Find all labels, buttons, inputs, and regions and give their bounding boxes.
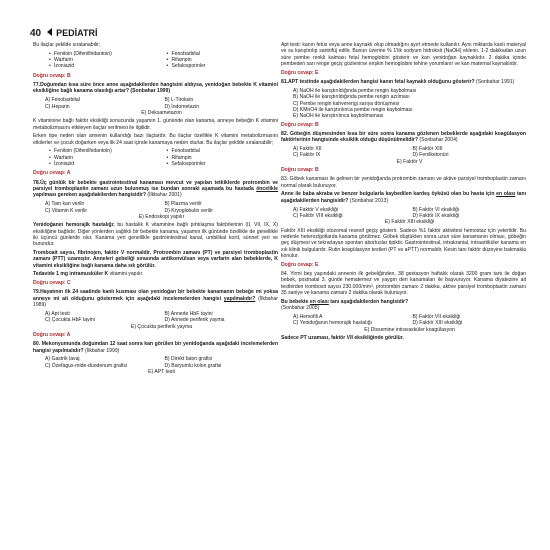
case-83: 83. Göbek kanaması ile gelinen bir yenidoğanda protrombin zamanı ve aktive parsiyel tromboplastin zamanı normal olarak bulunuyor. — [281, 176, 526, 189]
option-a: A) Faktör XII — [293, 145, 322, 152]
list-item: • Rifampin — [167, 155, 279, 161]
explanation-78-1-lead: Yenidoğanın hemorajik hastalığı; — [33, 222, 115, 229]
option-d: D) KMnO4 ile karıştırılınca pembe rengin kaybolması — [293, 106, 413, 113]
list-item: • İzoniazid — [49, 63, 161, 69]
option-d: D) İndometazin — [164, 103, 200, 110]
option-b: B) Annede HbF tayini — [164, 310, 213, 317]
list-item: • İzoniazid — [49, 161, 161, 167]
option-c: C) Heparin — [45, 103, 70, 110]
question-79-source: (İlkbahar 1989) — [33, 295, 278, 309]
explanation-78-1 — [33, 222, 278, 247]
option-b: B) L-Tiroksin — [164, 97, 194, 104]
option-d: D) Faktör IX eksikliği — [412, 212, 460, 219]
explanation-78-3-lead: Tedavide 1 mg intramusküler K — [33, 271, 109, 278]
page-number: 40 — [30, 28, 42, 39]
answer-82: Doğru cevap: B — [281, 167, 319, 174]
answer-79: Doğru cevap: A — [33, 331, 71, 338]
explanation-84: Sadece PT uzaması, faktör VII eksikliğinde görülür. — [281, 334, 404, 341]
option-a: A) Gastrik lavaj — [45, 356, 80, 363]
option-a: A) Hemofili A — [293, 313, 323, 320]
explanation-83: Faktör XIII eksikliği otozomal resesif geçiş gösterir. Sadece %1 faktör aktivitesi hemostaz için yeterlidir. Bu nedenle heterozigotlarda kanama görülmez. Göbek düştükten sonra uzun süre kanamanın olması, göbeğin geç düşmesi ve tekrarlayan spontan abortuslar tipiktir. Gastrointestinal, intrakranial, intraartiküler kanama en sık klinik bulgulardır. Rutin koagülasyon testleri (PT ve aPTT) normaldir. Kesin tanı faktör düzeyine bakmakla konulur. — [281, 227, 526, 259]
list-item: • Fenobarbital — [167, 148, 279, 154]
list-item: • Sefalosporinler — [167, 161, 279, 167]
question-80 — [33, 341, 278, 354]
option-e: E) Faktör XIII eksikliği — [384, 219, 435, 226]
option-e: E) Faktör V — [396, 158, 423, 165]
chapter-title: PEDİATRİ — [56, 28, 98, 38]
list-item: • Sefalosporinler — [167, 63, 279, 69]
option-d: D) Baryumlu kolon grafisi — [164, 362, 222, 369]
question-84-source: (Sonbahar 2005) — [281, 305, 320, 312]
options-79 — [33, 311, 278, 330]
option-b: B) Faktör XIII — [412, 145, 443, 152]
case-84: 84. Yirmi beş yaşındaki annenin ilk gebeliğinden, 38 gestasyon haftalık olarak 3200 gram tartı ile doğan bebek, postnatal 3. günde hematemez ve yaygın deri kanamaları ile başvuruyor. Kanama diyatezine ait testlerden trombosit sayısı 230.000/mm³, protrombin zamanı 2 dakika, aktive parsiyel tromboplastin zamanı 35 saniye ve kanama zamanı 2 dakika olarak bulunuyor. — [281, 271, 526, 297]
answer-78: Doğru cevap: C — [33, 280, 71, 287]
answer-81: Doğru cevap: B — [281, 121, 319, 128]
explanation-77-1: K vitaminine bağlı faktör eksikliği sonucunda yaşamın 1. gününde olan kanama, anneye bebeğin K vitamini metabolizmasını etkileyen ilaçlar verilmesi ile ilgilidir. — [33, 118, 278, 131]
question-78-source: (İlkbahar 2001) — [145, 192, 182, 199]
option-d: D) Fenilketonüri — [412, 152, 449, 159]
option-e: E) Deksametazon — [141, 109, 182, 116]
question-83-emph: en olası — [496, 191, 516, 198]
option-e: E) APT testi — [148, 369, 175, 376]
options-84 — [281, 314, 526, 333]
question-84-lead: Bu bebekte — [281, 298, 310, 305]
explanation-78-3-tail: vitamini yapılır. — [108, 271, 144, 278]
option-e: E) Endoskopi yapılır — [138, 213, 185, 220]
question-79-lead: 79.Hayatının ilk 24 saatinde kanlı kusması olan yenidoğan bir bebekte kanamanın bebeğe mi yoksa anneye mi ait olduğunu göstermek için aşağıdaki incelemelerden hangisi — [33, 289, 278, 302]
question-77: 77.Doğumdan kısa süre önce anne aşağıdakilerden hangisini aldıysa, yenidoğan bebekte K vitamini eksikliğine bağlı kanama olasılığı artar? (Sonbahar 1999) — [33, 82, 278, 95]
option-e: E) NaOH ile karıştırılınca kaybolmaması — [293, 113, 384, 120]
list-item: • Fenitoin (Difenilhidantoin) — [49, 148, 161, 154]
page-header — [30, 26, 280, 40]
question-83-lead: Anne ile baba akraba ve benzer bulgularla kaybedilen kardeş öyküsü olan bu hasta için — [281, 191, 497, 198]
question-84-tail: tanı aşağıdakilerden hangisidir? — [328, 298, 409, 305]
option-b: B) NaOH ile karıştırıldığında pembe rengin azılması — [293, 94, 410, 101]
options-82 — [281, 146, 526, 165]
explanation-80: Apt testi: kanın fetüs veya anne kaynaklı olup olmadığını ayırt etmede kullanılır. Aynı miktarda kanlı materyal ve su karıştırılıp santrifüj edilir. Bunun üzerine % 1'lik sodyum hidroksit (NaOH) eklenir. 1-2 dakikadan uzun süre pembe renkli kalması fetal hemoglobini gösterir ve kan yenidoğan kaynaklıdır. 2 dakika içinde pembeden sarı renge geçiş gözlenirse erişkin hemoglobini tehine yorumlanır ve kan maternal kaynaklıdır. — [281, 42, 526, 68]
option-c: C) Faktör IX — [293, 152, 321, 159]
option-a: A) NaOH ile karıştırıldığında pembe rengin kaybolması — [293, 87, 417, 94]
option-c: C) Çocukta HbF tayini — [45, 317, 95, 324]
list-item: • Rifampin — [167, 57, 279, 63]
option-c: C) Yenidoğanın hemorajik hastalığı — [293, 320, 373, 327]
option-b: B) Plazma verilir — [164, 201, 202, 208]
list-item: • Warfarin — [49, 155, 161, 161]
question-80-text: 80. Mekonyumunda doğumdan 12 saat sonra kan görülen bir yenidoğanda aşağıdaki incelemelerden hangisi yapılmalıdır? — [33, 341, 278, 354]
list-item: • Fenobarbital — [167, 51, 279, 57]
option-a: A) Tam kan verilir — [45, 201, 85, 208]
options-80 — [33, 356, 278, 375]
question-79-emph: yapılmalıdır? — [223, 295, 256, 302]
options-78 — [33, 201, 278, 220]
question-79 — [33, 289, 278, 308]
option-d: D) Faktör XIII eksikliği — [412, 320, 463, 327]
right-column — [281, 42, 526, 542]
explanation-77-2: Erken tipe neden olan annenin kullandığı bazı ilaçlardır. Bu ilaçlar özellikle K vitamini metabolizmasını etkilerler ve çocuk doğarken veya ilk 24 saat içinde kanamaya neden olurlar. Bu ilaçlar şekilde sıralanabilir; — [33, 133, 278, 146]
explanation-78-2: Tromboait sayısı, fibrinojen, faktör V normaldir. Protrombin zamanı (PT) ve parsiyel tromboplastin zamanı (PTT) uzamıştır. Anneleri gebeliği sırasında antikonvülsan veya varfarin alan bebeklerde, K vitamini eksikliğine bağlı kanama daha sık görülür. — [33, 249, 278, 269]
question-81 — [281, 79, 526, 85]
option-a: A) Faktör V eksikliği — [293, 206, 339, 213]
question-83-tail: tanı aşağıdakilerden hangisidir? — [281, 191, 526, 204]
question-83 — [281, 191, 526, 204]
option-a: A) Apt testi — [45, 310, 70, 317]
answer-80: Doğru cevap: E — [281, 69, 319, 76]
option-c: C) Vitamin K verilir — [45, 207, 88, 214]
left-column — [33, 42, 278, 542]
answer-previous: Doğru cevap: B — [33, 72, 71, 79]
question-82-source: (Sonbahar 2004) — [417, 137, 458, 144]
question-78 — [33, 180, 278, 199]
question-82-text: 82. Göbeğin düşmesinden kısa bir süre sonra kanama gözlenen bebeklerde aşağıdaki koagülasyon faktörlerinin hangisinde eksiklik olduğu düşünülmelidir? — [281, 130, 526, 144]
options-83 — [281, 207, 526, 226]
option-b: B) Faktör VI eksikliği — [412, 206, 459, 213]
question-78-tail: yapılması gereken aşağıdakilerden hangisidir? — [33, 192, 146, 199]
intro-text: Bu ilaçlar şekilde sıralanabilir; — [33, 42, 101, 48]
drug-list-2 — [33, 148, 278, 167]
question-78-lead: 78.Üç günlük bir bebekte gastrointestinal kanaması mevcut ve yapılan tetkiklerde protrombin ve parsiyel tromboplastin zamanı uzun bulunmuş ise bundan sonraki aşamada bu hastada — [33, 179, 278, 193]
option-e: E) Çocukta periferik yayma — [130, 323, 193, 330]
option-a: A) Fenobarbital — [45, 97, 80, 104]
answer-77: Doğru cevap: A — [33, 170, 71, 177]
question-84 — [281, 299, 526, 312]
question-78-emph: öncelikle — [256, 186, 278, 193]
drug-list-1 — [33, 51, 278, 70]
explanation-78-3 — [33, 271, 278, 277]
option-d: D) Annede periferik yayma — [164, 317, 225, 324]
answer-83: Doğru cevap: E — [281, 261, 319, 268]
options-81 — [281, 88, 526, 120]
option-e: E) Dissemine intravasküler koagülasyon — [364, 326, 455, 333]
explanation-78-1-body: bu hastalık K vitaminine bağlı pıhtılaşma faktörlerinin (II, VII, IX, X) eksikliğine bağlıdır. Diğer yönlerden sağlıklı bir bebekte kanama, yaşamın ilk gününde özellikle de genellikle iki üçüncü günlerde olur. Kanama yeri genellikle gastrointestinal kanal, umbilikal kord, sünnet yeri ve burundur. — [33, 222, 278, 248]
option-c: C) Özefagus-mide-duodenum grafisi — [45, 362, 128, 369]
option-c: C) Pembe rengin kahverengi sarıya dönüşmesi — [293, 100, 400, 107]
question-81-source: (Sonbahar 1991) — [474, 79, 515, 86]
triangle-left-icon — [47, 28, 52, 36]
option-d: D) Kryoglobulin verilir — [164, 207, 213, 214]
question-80-source: (İlkbahar 1999) — [83, 347, 120, 354]
option-b: B) Faktör VII eksikliği — [412, 313, 461, 320]
list-item: • Fenitoin (Difenilhidantoin) — [49, 51, 161, 57]
options-77 — [33, 97, 278, 116]
question-82 — [281, 131, 526, 144]
question-81-text: 81.APT testinde aşağıdakilerden hangisi kanın fetal kaynaklı olduğunu gösterir? — [281, 79, 475, 86]
question-84-emph: en olası — [309, 298, 329, 305]
option-c: C) Faktör VIII eksikliği — [293, 212, 343, 219]
question-83-source: (Sonbahar 2013) — [348, 197, 389, 204]
option-b: B) Direkt batın grafisi — [164, 356, 213, 363]
list-item: • Warfarin — [49, 57, 161, 63]
